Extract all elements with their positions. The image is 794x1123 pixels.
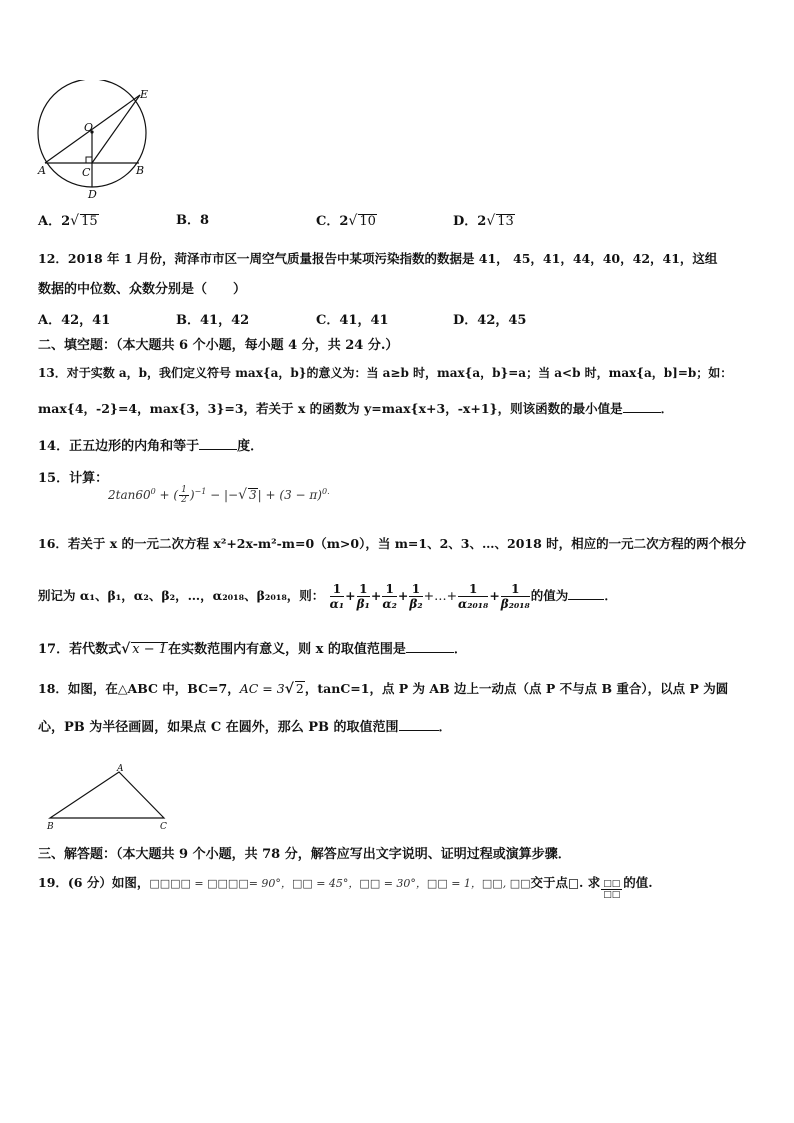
q12-option-c: C．41，41 <box>316 313 389 328</box>
label-b: B <box>136 164 145 177</box>
q12-line2: 数据的中位数、众数分别是（ ） <box>38 282 247 297</box>
q17-answer-blank[interactable] <box>406 640 454 653</box>
q11-option-d: D．2√ 13 <box>453 213 514 229</box>
q16-line2: 别记为 α₁、β₁，α₂、β₂，…，α₂₀₁₈、β₂₀₁₈，则： $\frac{1}{\text{α₁}}$ + $\frac{1}{\text{β₁}}$ + $\frac{1}{\text{α₂}}$ + $\frac{1}{\text{β₂}}$ +…+ $\frac{1}{\text{α₂₀₁₈}}$ + $\frac{1}{\text{β₂₀₁₈}}$ 的值为 ． <box>38 582 617 611</box>
q13-answer-blank[interactable] <box>623 400 661 413</box>
q15-label: 15．计算： <box>38 471 109 486</box>
label-a: A <box>38 164 46 177</box>
q17: 17．若代数式√ x − 1在实数范围内有意义，则 x 的取值范围是 ． <box>38 641 467 657</box>
q14-answer-blank[interactable] <box>199 437 237 450</box>
section-3-heading: 三、解答题：（本大题共 9 个小题，共 78 分，解答应写出文字说明、证明过程或演算步骤． <box>38 847 571 862</box>
triangle-figure <box>40 760 180 835</box>
q12-line1: 12．2018 年 1 月份，菏泽市市区一周空气质量报告中某项污染指数的数据是 41， 45，41，44，40，42，41，这组 <box>38 251 718 266</box>
q16-line1: 16．若关于 x 的一元二次方程 x²+2x-m²-m=0（m>0），当 m=1、2、3、…、2018 时，相应的一元二次方程的两个根分 <box>38 536 747 551</box>
q12-option-b: B．41，42 <box>176 313 250 328</box>
q12-option-a: A．42，41 <box>38 313 111 328</box>
triangle-label-b: B <box>47 822 54 832</box>
q13-line1: 13．对于实数 a，b，我们定义符号 max{a，b}的意义为：当 a≥b 时，max{a，b}=a；当 a<b 时，max{a，b]=b；如： <box>38 366 733 380</box>
label-o: O <box>84 121 94 134</box>
q11-option-a: A．2√ 15 <box>38 213 98 229</box>
section-2-heading: 二、填空题：（本大题共 6 个小题，每小题 4 分，共 24 分.） <box>38 338 399 353</box>
label-c: C <box>82 166 91 179</box>
label-e: E <box>140 88 149 101</box>
q18-line2: 心，PB 为半径画圆，如果点 C 在圆外，那么 PB 的取值范围 ． <box>38 720 452 735</box>
point-placeholder-box <box>569 879 578 889</box>
q11-option-b: B．8 <box>176 213 210 228</box>
q19: 19．(6 分）如图，□□□□ = □□□□= 90°，□□ = 45°，□□ = 30°，□□ = 1，□□, □□交于点 . 求 $\frac{□□}{□□}$ 的值. <box>38 875 653 900</box>
triangle-label-a: A <box>117 764 124 774</box>
q18-line1: 18．如图，在△ABC 中，BC=7，AC = 3√ 2，tanC=1，点 P 为 AB 边上一动点（点 P 不与点 B 重合），以点 P 为圆 <box>38 681 729 697</box>
right-angle-mark <box>86 157 92 163</box>
label-d: D <box>88 188 97 201</box>
q15-expression: $2\tan 60^0$ + ( $\frac{1}{2}$ )$^{-1}$ − |−√ $3| + (3 - \pi)^{0.}$ <box>108 485 330 505</box>
q16-answer-blank[interactable] <box>568 587 604 600</box>
q12-option-d: D．42，45 <box>453 313 527 328</box>
q13-line2: max{4，-2}=4，max{3，3}=3，若关于 x 的函数为 y=max{x+3，-x+1}，则该函数的最小值是 ． <box>38 401 674 416</box>
q18-answer-blank[interactable] <box>399 718 439 731</box>
triangle-abc <box>50 772 164 818</box>
triangle-label-c: C <box>160 822 167 832</box>
q14: 14．正五边形的内角和等于 度． <box>38 439 264 454</box>
q11-option-c: C．2√ 10 <box>316 213 376 229</box>
line-ce <box>92 95 140 163</box>
